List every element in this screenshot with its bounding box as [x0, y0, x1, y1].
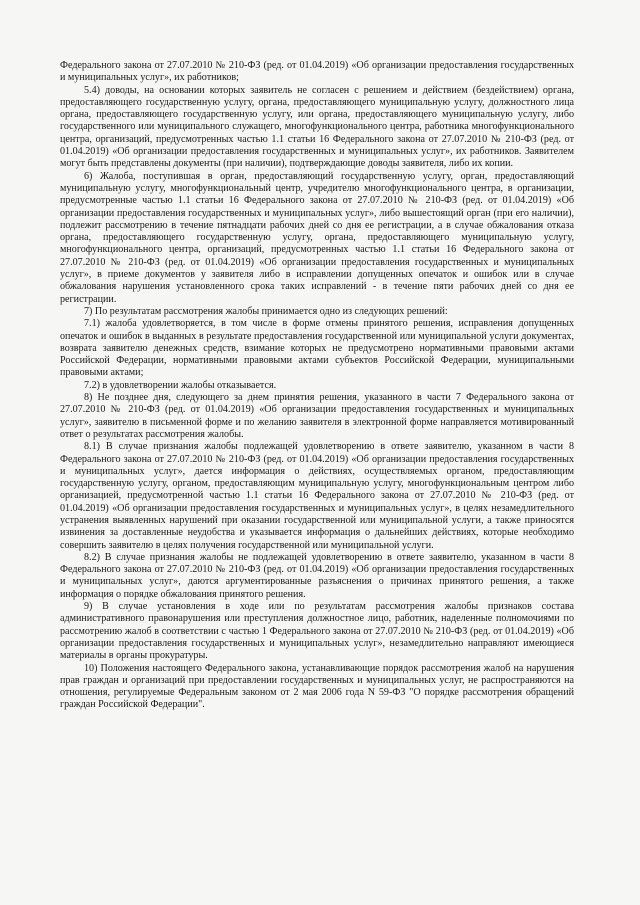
paragraph-8-2: 8.2) В случае признания жалобы не подлежащей удовлетворению в ответе заявителю, указанном в части 8 Федерального закона от 27.07.2010 № 210-ФЗ (ред. от 01.04.2019) «Об организации предоставления государственных и муниципальных услуг», даются аргументированные разъяснения о причинах принятого решения, а также информация о порядке обжалования принятого решения.	[60, 551, 574, 600]
paragraph-5-4: 5.4) доводы, на основании которых заявитель не согласен с решением и действием (бездействием) органа, предоставляющего государственную услугу, органа, предоставляющего муниципальную услугу, должностного лица органа, предоставляющего государственную услугу, или органа, предоставляющего муниципальную услугу, либо государственного или муниципального служащего, многофункционального центра, работника многофункционального центра, организаций, предусмотренных частью 1.1 статьи 16 Федерального закона от 27.07.2010 № 210-ФЗ (ред. от 01.04.2019) «Об организации предоставления государственных и муниципальных услуг», их работников. Заявителем могут быть представлены документы (при наличии), подтверждающие доводы заявителя, либо их копии.	[60, 84, 574, 170]
paragraph-10: 10) Положения настоящего Федерального закона, устанавливающие порядок рассмотрения жалоб на нарушения прав граждан и организаций при предоставлении государственных и муниципальных услуг, не распространяются на отношения, регулируемые Федеральным законом от 2 мая 2006 года N 59-ФЗ "О порядке рассмотрения обращений граждан Российской Федерации".	[60, 662, 574, 711]
paragraph-8-1: 8.1) В случае признания жалобы подлежащей удовлетворению в ответе заявителю, указанном в части 8 Федерального закона от 27.07.2010 № 210-ФЗ (ред. от 01.04.2019) «Об организации предоставления государственных и муниципальных услуг», дается информация о действиях, осуществляемых органом, предоставляющим государственную услугу, органом, предоставляющим муниципальную услугу, многофункциональным центром либо организацией, предусмотренной частью 1.1 статьи 16 Федерального закона от 27.07.2010 № 210-ФЗ (ред. от 01.04.2019) «Об организации предоставления государственных и муниципальных услуг», в целях незамедлительного устранения выявленных нарушений при оказании государственной или муниципальной услуги, а также приносятся извинения за доставленные неудобства и указывается информация о дальнейших действиях, которые необходимо совершить заявителю в целях получения государственной или муниципальной услуги.	[60, 441, 574, 551]
paragraph-8: 8) Не позднее дня, следующего за днем принятия решения, указанного в части 7 Федерального закона от 27.07.2010 № 210-ФЗ (ред. от 01.04.2019) «Об организации предоставления государственных и муниципальных услуг», заявителю в письменной форме и по желанию заявителя в электронной форме направляется мотивированный ответ о результатах рассмотрения жалобы.	[60, 392, 574, 440]
paragraph-7: 7) По результатам рассмотрения жалобы принимается одно из следующих решений:	[84, 305, 448, 317]
paragraph-7-2: 7.2) в удовлетворении жалобы отказывается.	[84, 379, 277, 391]
paragraph-intro: Федерального закона от 27.07.2010 № 210-ФЗ (ред. от 01.04.2019) «Об организации предоставления государственных и муниципальных услуг», их работников;	[60, 60, 574, 84]
paragraph-6: 6) Жалоба, поступившая в орган, предоставляющий государственную услугу, орган, предоставляющий муниципальную услугу, многофункциональный центр, учредителю многофункционального центра, в организации, предусмотренные частью 1.1 статьи 16 Федерального закона от 27.07.2010 № 210-ФЗ (ред. от 01.04.2019) «Об организации предоставления государственных и муниципальных услуг», либо вышестоящий орган (при его наличии), подлежит рассмотрению в течение пятнадцати рабочих дней со дня ее регистрации, а в случае обжалования отказа органа, предоставляющего государственную услугу, органа, предоставляющего муниципальную услугу, многофункционального центра, организаций, предусмотренных частью 1.1 статьи 16 Федерального закона от 27.07.2010 № 210-ФЗ (ред. от 01.04.2019) «Об организации предоставления государственных и муниципальных услуг», в приеме документов у заявителя либо в исправлении допущенных опечаток и ошибок или в случае обжалования нарушения установленного срока таких исправлений - в течение пяти рабочих дней со дня ее регистрации.	[60, 170, 574, 305]
paragraph-9: 9) В случае установления в ходе или по результатам рассмотрения жалобы признаков состава административного правонарушения или преступления должностное лицо, работник, наделенные полномочиями по рассмотрению жалоб в соответствии с частью 1 Федерального закона от 27.07.2010 № 210-ФЗ (ред. от 01.04.2019) «Об организации предоставления государственных и муниципальных услуг», незамедлительно направляют имеющиеся материалы в органы прокуратуры.	[60, 601, 574, 662]
paragraph-7-1: 7.1) жалоба удовлетворяется, в том числе в форме отмены принятого решения, исправления допущенных опечаток и ошибок в выданных в результате предоставления государственной или муниципальной услуги документах, возврата заявителю денежных средств, взимание которых не предусмотрено нормативными правовыми актами Российской Федерации, нормативными правовыми актами субъектов Российской Федерации, муниципальными правовыми актами;	[60, 318, 574, 379]
